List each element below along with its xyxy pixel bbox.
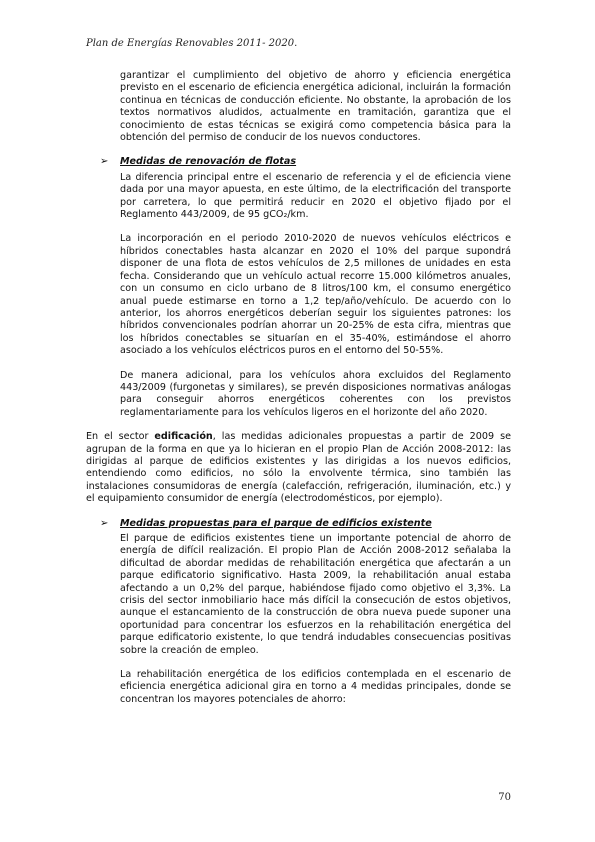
paragraph-vans: De manera adicional, para los vehículos ahora excluidos del Reglamento 443/2009 (furgonetas y similares), se prevén disposiciones normativas análogas para conseguir ahorros energéticos coherentes con los previstos reglamentariamente para los vehículos ligeros en el horizonte del año 2020. — [120, 369, 511, 418]
paragraph-electric-vehicles: La incorporación en el periodo 2010-2020 de nuevos vehículos eléctricos e híbridos conectables hasta alcanzar en 2020 el 10% del parque supondrá disponer de una flota de estos vehículos de 2,5 millones de unidades en esta fecha. Considerando que un vehículo actual recorre 15.000 kilómetros anuales, con un consumo en ciclo urbano de 8 litros/100 km, el consumo energético anual puede estimarse en torno a 1,2 tep/año/vehículo. De acuerdo con lo anterior, los ahorros energéticos deberían seguir los siguientes patrones: los híbridos convencionales podrían ahorrar un 20-25% de esta cifra, mientras que los híbridos conectables se situarían en el 35-40%, estimándose el ahorro asociado a los vehículos eléctricos puros en el entorno del 50-55%. — [120, 233, 511, 357]
paragraph-building-sector — [86, 431, 511, 505]
paragraph-rehabilitation: La rehabilitación energética de los edificios contemplada en el escenario de eficiencia energética adicional gira en torno a 4 medidas principales, donde se concentran los mayores potenciales de ahorro: — [120, 669, 511, 705]
section-heading-text: Medidas de renovación de flotas — [120, 156, 297, 168]
section-heading-text: Medidas propuestas para el parque de edificios existente — [120, 517, 432, 529]
section-heading-existing-buildings — [100, 518, 511, 530]
bold-term: edificación — [154, 431, 213, 443]
paragraph-electrification: La diferencia principal entre el escenario de referencia y el de eficiencia viene dada por una mayor apuesta, en este último, de la electrificación del transporte por carretera, lo que permitirá reducir en 2020 el objetivo fijado por el Reglamento 443/2009, de 95 gCO₂/km. — [120, 171, 511, 221]
paragraph-existing-stock: El parque de edificios existentes tiene un importante potencial de ahorro de energía de difícil realización. El propio Plan de Acción 2008-2012 señalaba la dificultad de abordar medidas de rehabilitación energética que afectarán a un parque edificatorio significativo. Hasta 2009, la rehabilitación anual estaba afectando a un 0,2% del parque, habiéndose fijado como objetivo el 3,3%. La crisis del sector inmobiliario hace más difícil la consecución de estos objetivos, aunque el estancamiento de la construcción de obra nueva puede suponer una oportunidad para concentrar los esfuerzos en la rehabilitación energética del parque edificatorio existente, lo que tendrá indudables consecuencias positivas sobre la creación de empleo. — [120, 533, 511, 656]
arrow-bullet-icon: ➢ — [100, 156, 109, 168]
paragraph-training: garantizar el cumplimiento del objetivo de ahorro y eficiencia energética previsto en el escenario de eficiencia energética adicional, incluirán la formación continua en técnicas de conducción eficiente. No obstante, la aprobación de los textos normativos aludidos, actualmente en tramitación, garantiza que el conocimiento de estas técnicas se exigirá como competencia básica para la obtención del permiso de conducir de los nuevos conductores. — [120, 70, 511, 144]
section-heading-fleet-renewal — [100, 156, 511, 168]
running-header: Plan de Energías Renovables 2011- 2020. — [86, 38, 298, 49]
page-number: 70 — [498, 792, 511, 803]
page-body — [86, 70, 511, 718]
arrow-bullet-icon: ➢ — [100, 517, 109, 529]
text-run: En el sector — [86, 431, 155, 443]
text-run: , las medidas adicionales propuestas a partir de 2009 se agrupan de la forma en que ya lo hicieran en el propio Plan de Acción 2008-2012: las dirigidas al parque de edificios existentes y las dirigidas a los nuevos edificios, entendiendo como edificios, no sólo la envolvente térmica, sino también las instalaciones consumidoras de energía (calefacción, refrigeración, iluminación, etc.) y el equipamiento consumidor de energía (electrodomésticos, por ejemplo). — [86, 431, 511, 505]
